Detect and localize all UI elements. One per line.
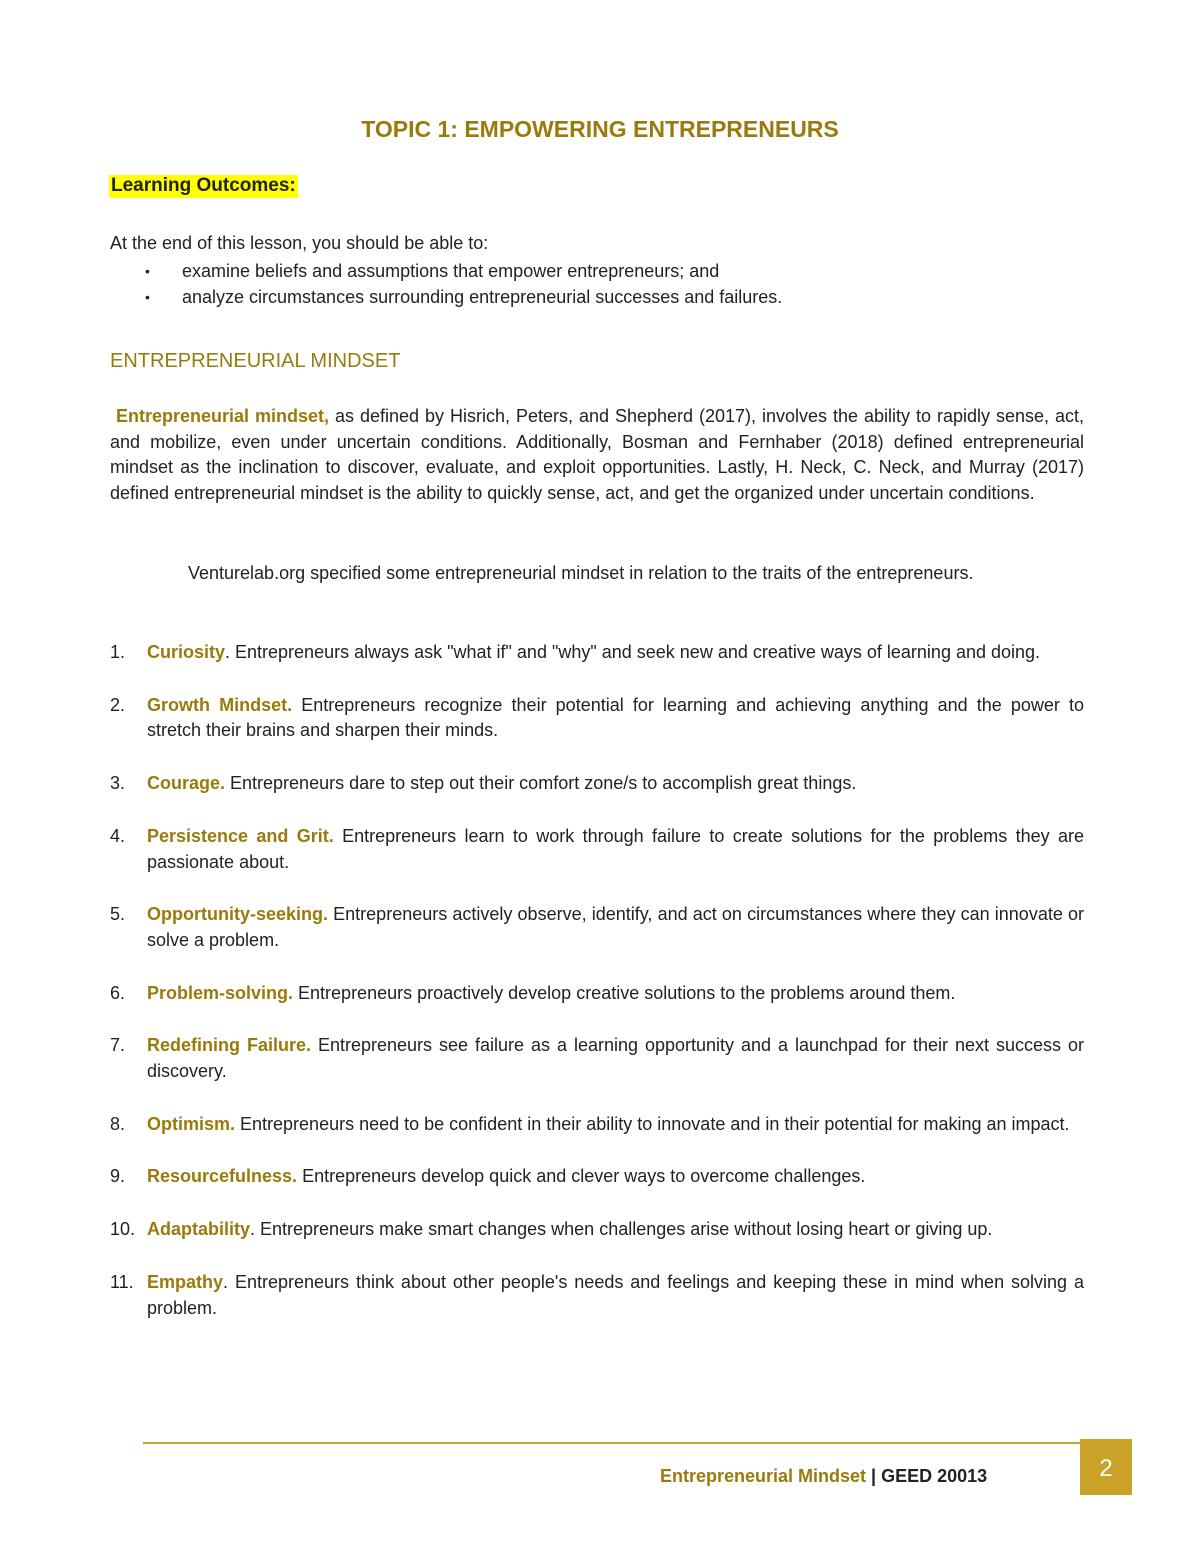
- list-number: 6.: [110, 982, 126, 1003]
- learning-outcomes-list: [145, 258, 782, 310]
- trait-description: Entrepreneurs develop quick and clever ways to overcome challenges.: [297, 1166, 866, 1187]
- list-item: [110, 693, 1084, 744]
- footer-course-name: Entrepreneurial Mindset: [660, 1466, 867, 1486]
- list-item: [110, 1164, 1084, 1190]
- trait-description: Entrepreneurs see failure as a learning opportunity and a launchpad for their next success or discovery.: [147, 1035, 1084, 1082]
- footer-divider: [143, 1442, 1089, 1444]
- list-item: [110, 1270, 1084, 1321]
- list-item: [145, 284, 782, 310]
- bullet-icon: •: [145, 263, 150, 279]
- trait-term: Curiosity: [147, 642, 226, 662]
- trait-term: Growth Mindset.: [147, 694, 293, 715]
- trait-description: Entrepreneurs proactively develop creative solutions to the problems around them.: [293, 982, 956, 1003]
- definition-paragraph: [110, 404, 1084, 507]
- trait-term: Problem-solving.: [147, 982, 294, 1003]
- list-number: 5.: [110, 904, 126, 925]
- list-item: [110, 1217, 1084, 1243]
- traits-list: [110, 640, 1084, 1348]
- page-number: 2: [1080, 1439, 1132, 1495]
- list-item: [110, 771, 1084, 797]
- page-title: TOPIC 1: EMPOWERING ENTREPRENEURS: [361, 116, 839, 142]
- footer-course-code: GEED 20013: [881, 1466, 988, 1486]
- list-number: 3.: [110, 773, 126, 794]
- list-item: [145, 258, 782, 284]
- definition-text: as defined by Hisrich, Peters, and Shepherd (2017), involves the ability to rapidly sense, act, and mobilize, even under uncertain conditions. Additionally, Bosman and Fernhaber (2018) defined entrepreneurial mindset as the inclination to discover, evaluate, and exploit opportunities. Lastly, H. Neck, C. Neck, and Murray (2017) defined entrepreneurial mindset is the ability to quickly sense, act, and get the organized under uncertain conditions.: [110, 406, 1084, 504]
- list-item: [110, 902, 1084, 953]
- list-number: 11.: [110, 1271, 134, 1292]
- list-item: [110, 824, 1084, 875]
- list-number: 4.: [110, 825, 126, 846]
- venturelab-paragraph: Venturelab.org specified some entrepreneurial mindset in relation to the traits of the entrepreneurs.: [188, 563, 974, 583]
- list-number: 2.: [110, 694, 126, 715]
- trait-description: Entrepreneurs learn to work through failure to create solutions for the problems they are passionate about.: [147, 825, 1084, 872]
- footer-separator: |: [866, 1466, 882, 1486]
- section-heading: ENTREPRENEURIAL MINDSET: [110, 350, 401, 372]
- list-item: [110, 640, 1084, 666]
- trait-description: . Entrepreneurs make smart changes when challenges arise without losing heart or giving up.: [250, 1219, 993, 1240]
- list-number: 8.: [110, 1113, 126, 1134]
- trait-description: . Entrepreneurs always ask "what if" and "why" and seek new and creative ways of learning and doing.: [225, 642, 1041, 662]
- bullet-text: examine beliefs and assumptions that empower entrepreneurs; and: [182, 261, 720, 281]
- footer-label: [660, 1466, 987, 1487]
- definition-term: Entrepreneurial mindset,: [115, 406, 330, 426]
- bullet-text: analyze circumstances surrounding entrepreneurial successes and failures.: [182, 287, 783, 307]
- trait-description: Entrepreneurs dare to step out their comfort zone/s to accomplish great things.: [225, 773, 857, 794]
- list-item: [110, 1033, 1084, 1084]
- list-number: 10.: [110, 1219, 136, 1240]
- trait-term: Courage.: [147, 773, 226, 794]
- list-item: [110, 1112, 1084, 1138]
- learning-outcomes-heading: Learning Outcomes:: [111, 175, 296, 196]
- trait-term: Empathy: [147, 1271, 224, 1292]
- trait-term: Adaptability: [147, 1219, 251, 1240]
- trait-term: Redefining Failure.: [147, 1035, 311, 1056]
- trait-term: Persistence and Grit.: [147, 825, 334, 846]
- bullet-icon: •: [145, 289, 150, 305]
- trait-description: Entrepreneurs recognize their potential for learning and achieving anything and the power to stretch their brains and sharpen their minds.: [147, 694, 1084, 741]
- trait-description: Entrepreneurs actively observe, identify, and act on circumstances where they can innovate or solve a problem.: [147, 904, 1084, 950]
- trait-description: . Entrepreneurs think about other people's needs and feelings and keeping these in mind when solving a problem.: [147, 1271, 1084, 1318]
- learning-outcomes-intro: At the end of this lesson, you should be able to:: [110, 233, 489, 253]
- list-item: [110, 981, 1084, 1007]
- trait-description: Entrepreneurs need to be confident in their ability to innovate and in their potential for making an impact.: [235, 1113, 1070, 1134]
- trait-term: Resourcefulness.: [147, 1166, 298, 1187]
- trait-term: Optimism.: [147, 1113, 236, 1134]
- list-number: 1.: [110, 642, 126, 662]
- list-number: 7.: [110, 1035, 126, 1056]
- list-number: 9.: [110, 1166, 126, 1187]
- trait-term: Opportunity-seeking.: [147, 904, 329, 925]
